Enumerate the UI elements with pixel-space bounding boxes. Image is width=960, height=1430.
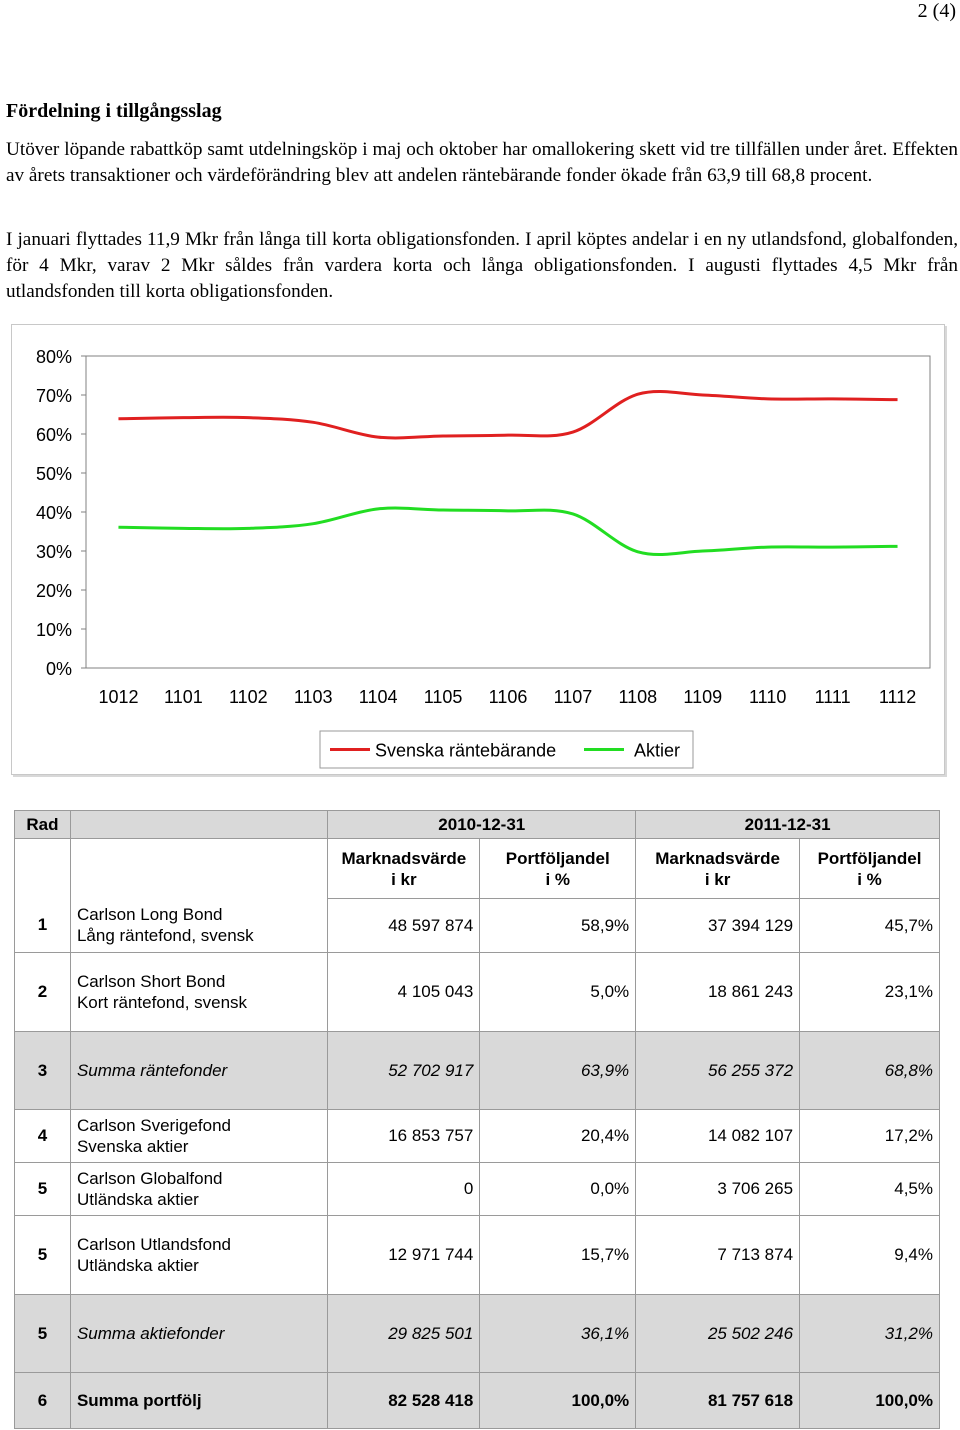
col-header-date-2011: 2011-12-31	[636, 811, 940, 839]
x-tick-label: 1012	[98, 687, 139, 707]
table-subheader-row	[15, 839, 940, 899]
legend-label: Aktier	[634, 740, 681, 761]
y-tick-label: 60%	[35, 425, 72, 445]
x-tick-label: 1102	[228, 687, 268, 707]
x-tick-label: 1108	[618, 687, 658, 707]
y-tick-label: 70%	[35, 386, 72, 406]
x-tick-label: 1106	[488, 687, 528, 707]
col-header-portfoljandel-2010: Portföljandel i %	[480, 839, 636, 899]
y-tick-label: 50%	[35, 464, 72, 484]
x-tick-label: 1111	[814, 687, 851, 707]
holdings-table	[14, 810, 940, 1429]
table-row: 5 Carlson Globalfond Utländska aktier 0 0,0% 3 706 265 4,5%	[15, 1163, 940, 1216]
table-row: 4 Carlson Sverigefond Svenska aktier 16 853 757 20,4% 14 082 107 17,2%	[15, 1110, 940, 1163]
col-header-marknadsvarde-2011: Marknadsvärde i kr	[636, 839, 800, 899]
x-tick-label: 1110	[749, 687, 787, 707]
x-tick-label: 1109	[683, 687, 723, 707]
table-row-total: 6 Summa portfölj 82 528 418 100,0% 81 757 618 100,0%	[15, 1373, 940, 1429]
x-tick-label: 1104	[358, 687, 398, 707]
col-header-date-2010: 2010-12-31	[328, 811, 636, 839]
y-tick-label: 0%	[45, 659, 72, 679]
table-row: 2 Carlson Short Bond Kort räntefond, svensk 4 105 043 5,0% 18 861 243 23,1%	[15, 953, 940, 1032]
series-line-svenska-rantebarande	[118, 392, 897, 438]
y-tick-label: 10%	[35, 620, 72, 640]
col-header-portfoljandel-2011: Portföljandel i %	[800, 839, 940, 899]
legend-label: Svenska räntebärande	[375, 740, 557, 761]
y-tick-label: 40%	[35, 503, 72, 523]
x-tick-label: 1101	[164, 687, 203, 707]
table-row: 1 Carlson Long Bond Lång räntefond, svensk 48 597 874 58,9% 37 394 129 45,7%	[15, 899, 940, 953]
page-number: 2 (4)	[917, 0, 956, 22]
table-header-row	[15, 811, 940, 839]
table-row: 5 Carlson Utlandsfond Utländska aktier 12 971 744 15,7% 7 713 874 9,4%	[15, 1216, 940, 1295]
y-tick-label: 30%	[35, 542, 72, 562]
chart-canvas	[12, 325, 944, 774]
section-heading: Fördelning i tillgångsslag	[6, 100, 222, 122]
table-row-subtotal: 3 Summa räntefonder 52 702 917 63,9% 56 255 372 68,8%	[15, 1032, 940, 1110]
col-header-marknadsvarde-2010: Marknadsvärde i kr	[328, 839, 480, 899]
allocation-line-chart	[11, 324, 945, 775]
y-tick-label: 80%	[35, 347, 72, 367]
x-tick-label: 1103	[293, 687, 333, 707]
x-tick-label: 1105	[423, 687, 463, 707]
x-tick-label: 1107	[553, 687, 593, 707]
paragraph-transactions: I januari flyttades 11,9 Mkr från långa till korta obligationsfonden. I april köptes andelar i en ny utlandsfond, globalfonden, för 4 Mkr, varav 2 Mkr såldes från vardera korta och långa obligationsfonden. I augusti flyttades 4,5 Mkr från utlandsfonden till korta obligationsfonden.	[6, 229, 958, 302]
x-tick-label: 1112	[878, 687, 917, 707]
table-row-subtotal: 5 Summa aktiefonder 29 825 501 36,1% 25 502 246 31,2%	[15, 1295, 940, 1373]
y-tick-label: 20%	[35, 581, 72, 601]
paragraph-allocation-summary: Utöver löpande rabattköp samt utdelningsköp i maj och oktober har omallokering skett vid tre tillfällen under året. Effekten av årets transaktioner och värdeförändring blev att andelen räntebärande fonder ökade från 63,9 till 68,8 procent.	[6, 139, 958, 186]
series-line-aktier	[118, 508, 897, 554]
col-header-rad: Rad	[15, 811, 71, 839]
